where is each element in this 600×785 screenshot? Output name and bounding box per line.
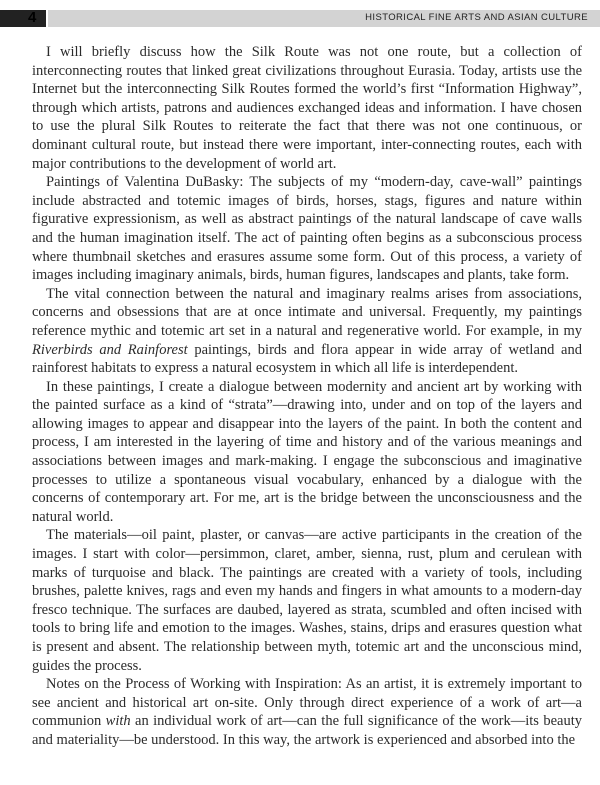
paragraph-inspiration: [32, 675, 582, 749]
paragraph-vital-connection: [32, 285, 582, 378]
paragraph-silk-routes: I will briefly discuss how the Silk Route was not one route, but a collection of interconnecting routes that linked great civilizations throughout Eurasia. Today, artists use the Internet but the interconnecting Silk Routes formed the world’s first “Information Highway”, through which artists, patrons and audiences exchanged ideas and information. I have chosen to use the plural Silk Routes to reiterate the fact that there was not one continuous, or dominant cultural route, but instead there were important, inter-connecting routes, each with major contributions to the development of world art.: [32, 44, 582, 172]
page-header: [0, 0, 600, 30]
page-number-tab: [0, 10, 46, 27]
running-title: HISTORICAL FINE ARTS AND ASIAN CULTURE: [365, 12, 588, 23]
paragraph-materials: The materials—oil paint, plaster, or canvas—are active participants in the creation of the images. I start with color—persimmon, claret, amber, sienna, rust, plum and cerulean with marks of turquoise and black. The paintings are created with a variety of tools, including brushes, palette knives, rags and even my hands and fingers in what amounts to a modern-day fresco technique. The surfaces are daubed, layered as strata, scumbled and often incised with tools to bring life and emotion to the images. Washes, stains, drips and erasures question what is present and absent. The relationship between myth, totemic art and the unconscious mind, guides the process.: [32, 527, 582, 674]
paragraph-text: The vital connection between the natural and imaginary realms arises from associations, concerns and obsessions that are at once intimate and universal. Frequently, my paintings reference mythic and totemic art set in a natural and regenerative world. For example, in my: [32, 285, 582, 339]
paragraph-dialogue: In these paintings, I create a dialogue between modernity and ancient art by working with the painted surface as a kind of “strata”—drawing into, under and on top of the layers and allowing images to appear and disappear into the layers of the paint. In both the content and process, I am interested in the layering of time and history and of the various meanings and associations between images and mark-making. I engage the subconscious and imaginative processes to utilize a spontaneous visual vocabulary, enhanced by a dialogue with the concerns of contemporary art. For me, art is the bridge between the unconsciousness and the natural world.: [32, 378, 582, 525]
paragraph-text: Notes on the Process of Working with Inspiration: As an artist, it is extremely important to see ancient and historical art on-site. Only through direct experience of a work of art—a communion: [32, 676, 582, 730]
paragraph-text: paintings, birds and flora appear in wide array of wetland and rainforest habitats to express a natural ecosystem in which all life is interdependent.: [32, 341, 582, 377]
italic-title: Riverbirds and Rainforest: [32, 341, 188, 358]
italic-emphasis: with: [105, 713, 131, 730]
paragraph-paintings: Paintings of Valentina DuBasky: The subjects of my “modern-day, cave-wall” paintings include abstracted and totemic images of birds, horses, stags, figures and nature within figurative expressionism, as well as abstract paintings of the natural landscape of cave walls and the human imagination itself. The act of painting often begins as a subconscious process where thumbnail sketches and erasures assume some form. Out of this process, a variety of images including imaginary animals, birds, human figures, landscapes and plants, take form.: [32, 174, 582, 284]
body-text: [32, 43, 582, 750]
page-number: 4: [28, 9, 37, 26]
paragraph-text: an individual work of art—can the full significance of the work—its beauty and materiality—be understood. In this way, the artwork is experienced and absorbed into the: [32, 713, 582, 748]
